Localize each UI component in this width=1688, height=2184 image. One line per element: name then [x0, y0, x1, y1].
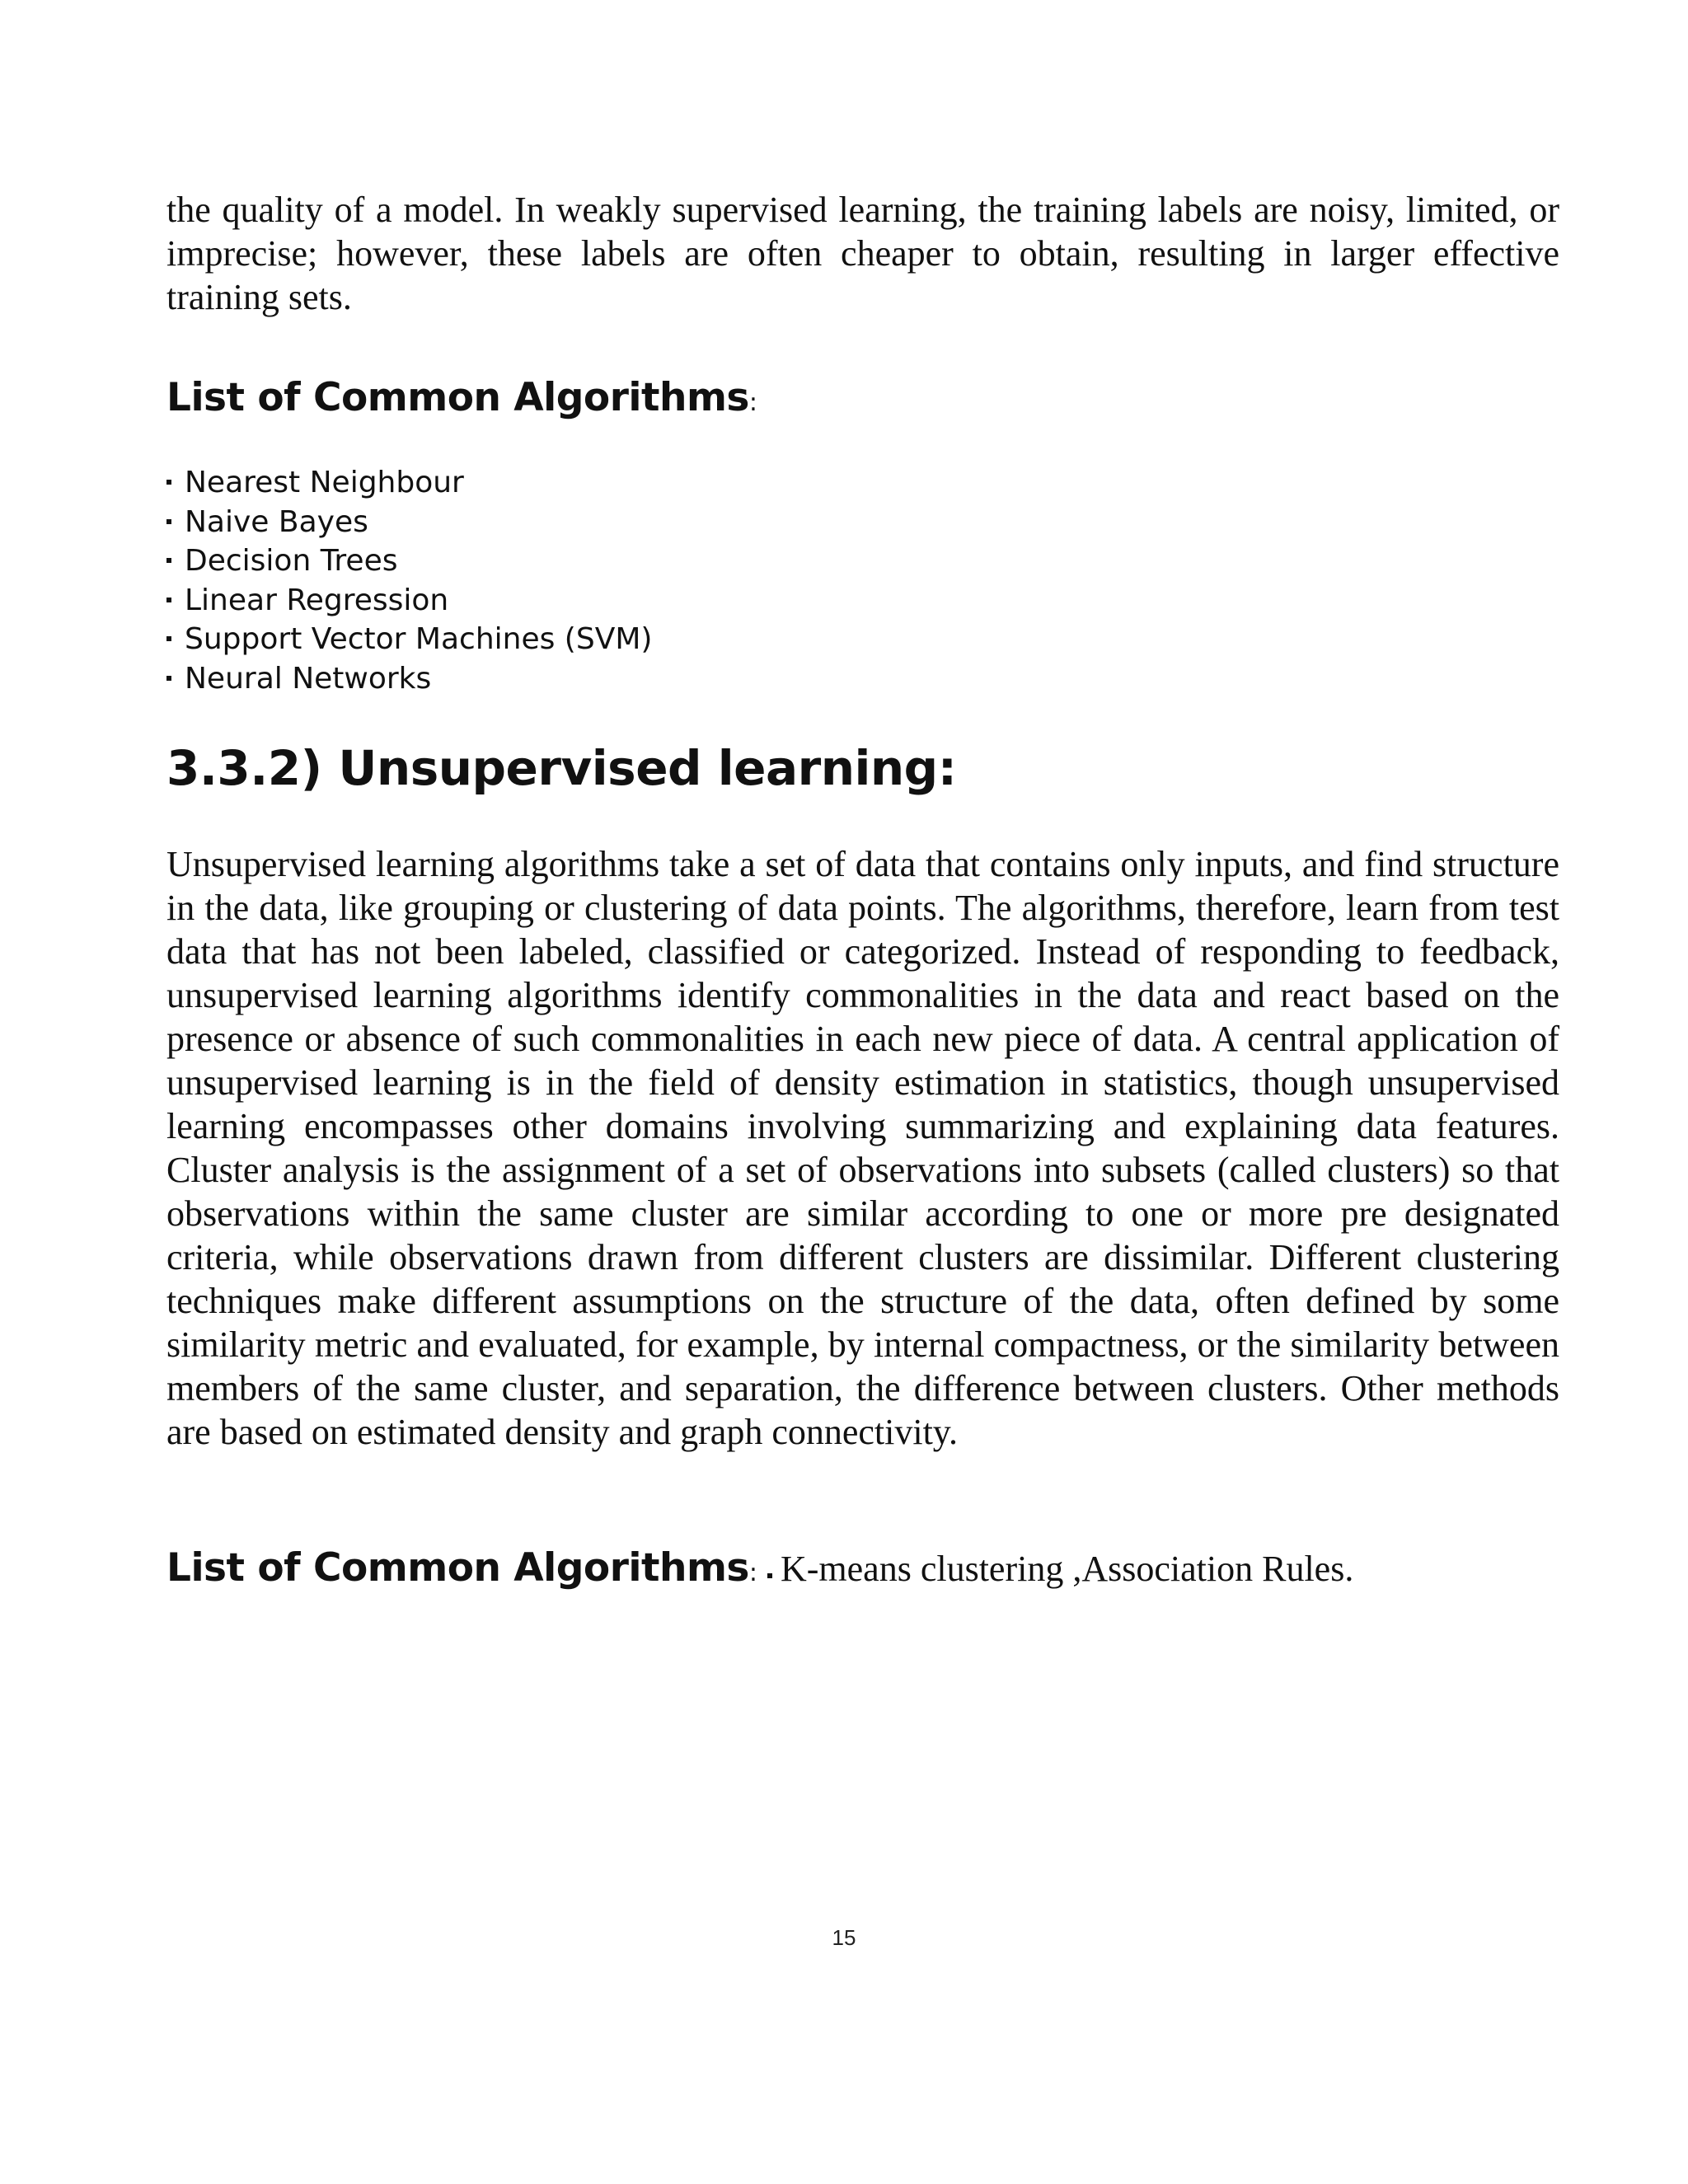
bullet-icon: [166, 480, 171, 485]
section-paragraph: Unsupervised learning algorithms take a set of data that contains only inputs, and find structure in the data, like grouping or clustering of data points. The algorithms, therefore, learn from test data that has not been labeled, classified or categorized. Instead of responding to feedback, unsupervised learning algorithms identify commonalities in the data and react based on the presence or absence of such commonalities in each new piece of data. A central application of unsupervised learning is in the field of density estimation in statistics, though unsupervised learning encompasses other domains involving summarizing and explaining data features. Cluster analysis is the assignment of a set of observations into subsets (called clusters) so that observations within the same cluster are similar according to one or more pre designated criteria, while observations drawn from different clusters are dissimilar. Different clustering techniques make different assumptions on the structure of the data, often defined by some similarity metric and evaluated, for example, by internal compactness, or the similarity between members of the same cluster, and separation, the difference between clusters. Other methods are based on estimated density and graph connectivity.: [166, 844, 1559, 1452]
intro-paragraph: the quality of a model. In weakly supervised learning, the training labels are noisy, limited, or imprecise; however, these labels are often cheaper to obtain, resulting in larger effective training sets.: [166, 190, 1559, 317]
supervised-algorithms-heading: [166, 373, 1559, 428]
list-item-label: Linear Regression: [185, 583, 449, 617]
list-item: [166, 620, 652, 659]
bullet-icon: [166, 558, 171, 563]
bullet-icon: [166, 519, 171, 524]
section-heading: 3.3.2) Unsupervised learning:: [166, 740, 957, 796]
list-item-label: Support Vector Machines (SVM): [185, 622, 653, 657]
heading-label: List of Common Algorithms: [166, 375, 749, 420]
page-number: 15: [832, 1925, 856, 1950]
list-item: [166, 463, 652, 503]
heading-label: List of Common Algorithms: [166, 1545, 749, 1591]
bullet-icon: [166, 636, 171, 641]
list-item: [166, 503, 652, 542]
heading-colon: :: [748, 1558, 757, 1587]
list-item: [166, 541, 652, 581]
bullet-icon: [166, 676, 171, 681]
algorithms-text: K-means clustering ,Association Rules.: [781, 1549, 1354, 1589]
list-item-label: Naive Bayes: [185, 504, 368, 539]
list-item-label: Nearest Neighbour: [185, 466, 464, 499]
bullet-icon: [166, 598, 171, 602]
list-item-label: Decision Trees: [185, 544, 398, 579]
unsupervised-algorithms-line: [166, 1545, 1559, 1591]
bullet-icon: [767, 1573, 772, 1578]
heading-colon: :: [748, 388, 757, 417]
supervised-algorithms-list: [166, 463, 652, 699]
list-item: [166, 659, 652, 699]
list-item-label: Neural Networks: [185, 661, 432, 696]
list-item: [166, 581, 652, 621]
